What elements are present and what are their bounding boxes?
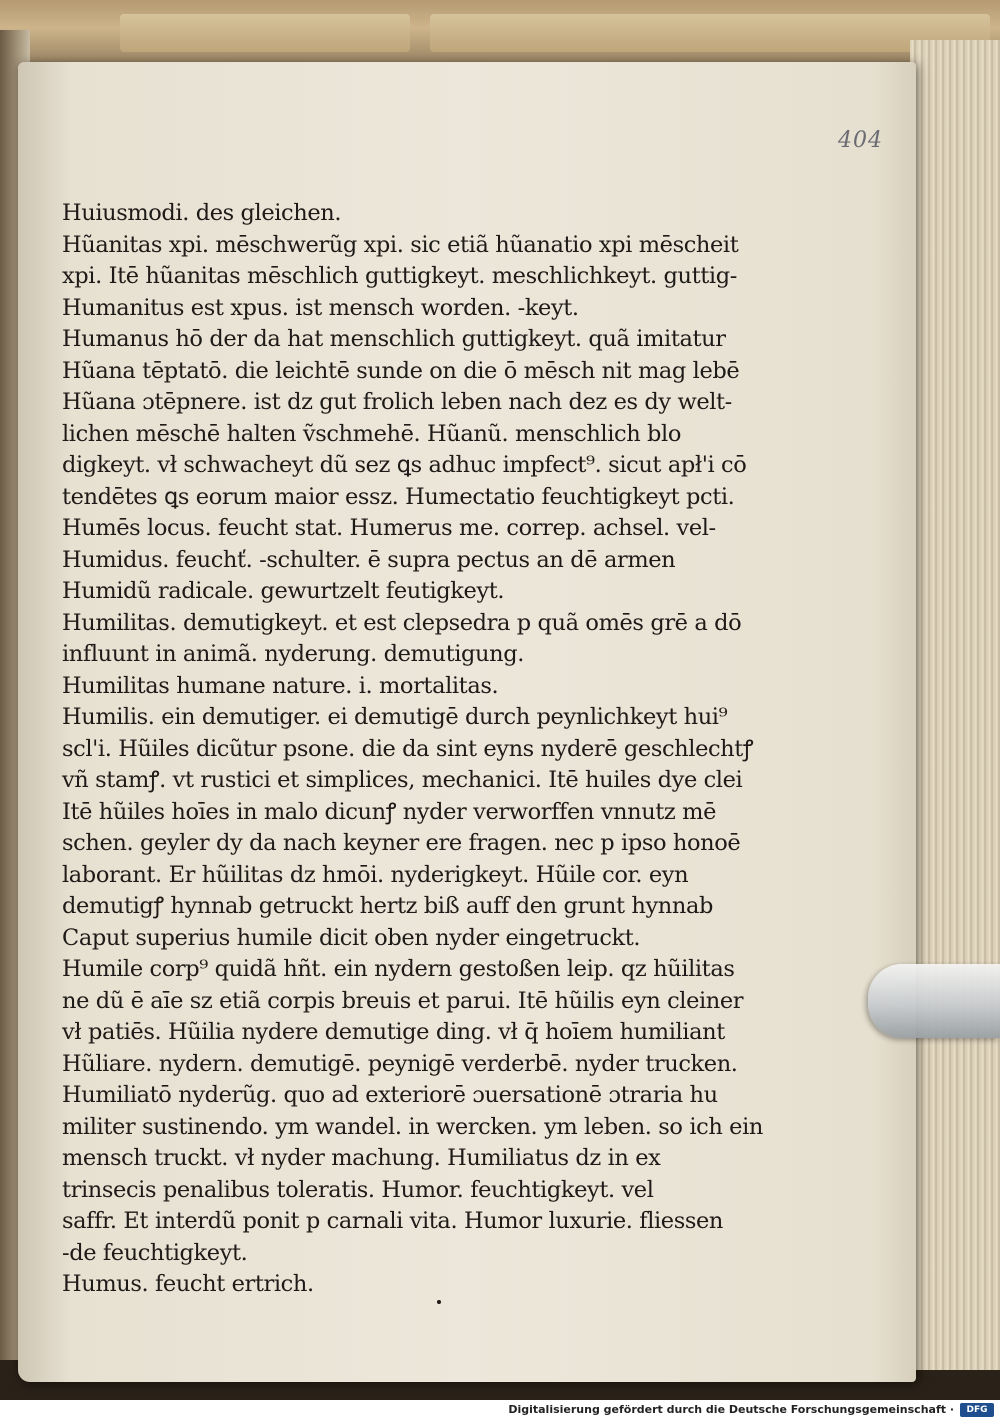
- page-mark: [437, 1300, 441, 1304]
- text-line: saffr. Et interdũ ponit p carnali vita. Humor luxurie. fliessen: [62, 1208, 724, 1234]
- text-line: Humilis. ein demutiger. ei demutigē durch peynlichkeyt hui⁹: [62, 704, 728, 730]
- text-line: Humanus hō der da hat menschlich guttigkeyt. quã imitatur: [62, 326, 726, 352]
- text-line: Humus. feucht ertrich.: [62, 1271, 314, 1297]
- text-line: demutigꝭ hynnab getruckt hertz biß auff den grunt hynnab: [62, 893, 713, 919]
- text-line: Hũana ɔtēpnere. ist dz gut frolich leben nach dez es dy welt-: [62, 389, 732, 415]
- book-top-edge: [0, 0, 1000, 70]
- text-line: Humidus. feuchť. -schulter. ē supra pectus an dē armen: [62, 546, 676, 573]
- text-line: Hũana tēptatō. die leichtē sunde on die ō mēsch nit mag lebē: [62, 357, 740, 384]
- text-line: digkeyt. vł schwacheyt dũ sez ꝗs adhuc impfect⁹. sicut apł'i cō: [62, 452, 747, 478]
- text-line: Hũanitas xpi. mēschwerũg xpi. sic etiã hũanatio xpi mēscheit: [62, 231, 739, 258]
- text-line: Humēs locus. feucht stat. Humerus me. correp. achsel. vel-: [62, 515, 716, 541]
- text-line: lichen mēschē halten ṽschmehē. Hũanũ. menschlich blo: [62, 420, 681, 447]
- text-line: schen. geyler dy da nach keyner ere fragen. nec p ipso honoē: [62, 830, 741, 856]
- text-column: [62, 198, 762, 1301]
- digitization-credit: Digitalisierung gefördert durch die Deutsche Forschungsgemeinschaft ·: [508, 1403, 954, 1416]
- page-stack-edge: [910, 40, 1000, 1370]
- text-line: Humanitus est xpus. ist mensch worden. -keyt.: [62, 294, 579, 321]
- text-line: influunt in animã. nyderung. demutigung.: [62, 641, 524, 667]
- text-line: Huiusmodi. des gleichen.: [62, 200, 342, 226]
- dfg-logo-icon: DFG: [960, 1403, 994, 1417]
- text-line: scl'i. Hũiles dicũtur psone. die da sint eyns nyderē geschlechtꝭ: [62, 735, 754, 762]
- text-line: ne dũ ē aīe sz etiã corpis breuis et parui. Itē hũilis eyn cleiner: [62, 987, 744, 1014]
- text-line: vł patiēs. Hũilia nydere demutige ding. vł q̄ hoīem humiliant: [62, 1019, 725, 1045]
- text-line: Humile corp⁹ quidã hñt. ein nydern gestoßen leip. qz hũilitas: [62, 956, 735, 982]
- page-clip: [868, 964, 1000, 1038]
- folio-number: 404: [838, 128, 883, 153]
- text-line: Hũliare. nydern. demutigē. peynigē verderbē. nyder trucken.: [62, 1050, 738, 1077]
- text-line: mensch truckt. vł nyder machung. Humiliatus dz in ex: [62, 1145, 661, 1171]
- text-line: tendētes ꝗs eorum maior essz. Humectatio feuchtigkeyt pcti.: [62, 483, 735, 510]
- text-line: militer sustinendo. ym wandel. in wercken. ym leben. so ich ein: [62, 1113, 763, 1140]
- text-line: Itē hũiles hoīes in malo dicunꝭ nyder verworffen vnnutz mē: [62, 798, 716, 825]
- text-line: xpi. Itē hũanitas mēschlich guttigkeyt. meschlichkeyt. guttig-: [62, 263, 737, 289]
- text-line: Caput superius humile dicit oben nyder eingetruckt.: [62, 924, 641, 951]
- text-line: trinsecis penalibus toleratis. Humor. feuchtigkeyt. vel: [62, 1176, 654, 1203]
- text-line: Humilitas. demutigkeyt. et est clepsedra p quã omēs grē a dō: [62, 609, 742, 636]
- text-line: Humilitas humane nature. i. mortalitas.: [62, 672, 499, 699]
- text-line: laborant. Er hũilitas dz hmōi. nyderigkeyt. Hũile cor. eyn: [62, 861, 689, 888]
- text-line: Humidũ radicale. gewurtzelt feutigkeyt.: [62, 578, 505, 604]
- text-line: Humiliatō nyderũg. quo ad exteriorē ɔuersationē ɔtraria hu: [62, 1082, 718, 1108]
- text-line: vñ stamꝭ. vt rustici et simplices, mechanici. Itē huiles dye clei: [62, 767, 743, 793]
- text-line: -de feuchtigkeyt.: [62, 1239, 248, 1266]
